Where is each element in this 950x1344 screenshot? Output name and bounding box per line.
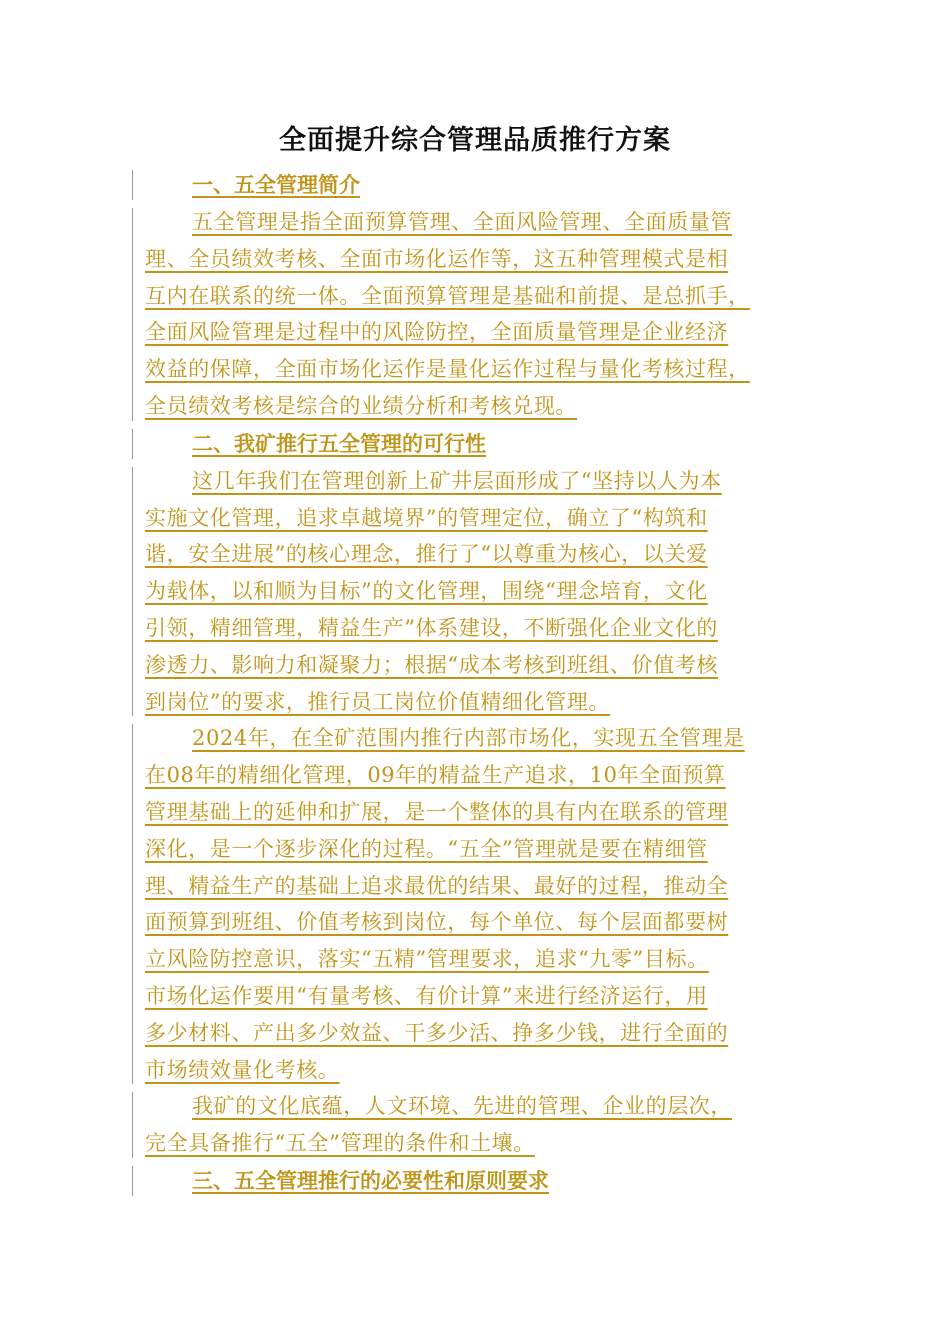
paragraph-line: 面预算到班组、价值考核到岗位，每个单位、每个层面都要树 — [145, 910, 729, 935]
change-bar — [132, 1092, 133, 1158]
section-heading-text: 二、我矿推行五全管理的可行性 — [192, 430, 486, 456]
document-body — [145, 166, 835, 1200]
paragraph-line: 为载体，以和顺为目标”的文化管理，围绕“理念培育，文化 — [145, 579, 708, 604]
section-heading-3 — [145, 1162, 835, 1200]
paragraph-line: 互内在联系的统一体。全面预算管理是基础和前提、是总抓手， — [145, 283, 750, 308]
change-bar — [132, 724, 133, 1084]
paragraph-line: 立风险防控意识，落实“五精”管理要求，追求“九零”目标。 — [145, 947, 709, 972]
paragraph-line: 我矿的文化底蕴，人文环境、先进的管理、企业的层次， — [192, 1094, 732, 1119]
paragraph-line: 五全管理是指全面预算管理、全面风险管理、全面质量管 — [192, 210, 732, 234]
change-bar — [132, 170, 133, 200]
paragraph-line: 谐，安全进展”的核心理念，推行了“以尊重为核心，以关爱 — [145, 542, 708, 567]
section-heading-text: 三、五全管理推行的必要性和原则要求 — [192, 1167, 549, 1193]
paragraph-line: 全员绩效考核是综合的业绩分析和考核兑现。 — [145, 393, 577, 418]
paragraph-line: 效益的保障，全面市场化运作是量化运作过程与量化考核过程， — [145, 357, 750, 382]
paragraph-line: 多少材料、产出多少效益、干多少活、挣多少钱，进行全面的 — [145, 1020, 729, 1045]
section-heading-text: 一、五全管理简介 — [192, 172, 360, 197]
change-bar — [132, 1166, 133, 1196]
change-bar — [132, 467, 133, 717]
paragraph-line: 全面风险管理是过程中的风险防控，全面质量管理是企业经济 — [145, 320, 729, 345]
paragraph-five-management-intro — [145, 204, 835, 425]
paragraph-line: 2024年，在全矿范围内推行内部市场化，实现五全管理是 — [192, 726, 745, 751]
section-heading-1 — [145, 166, 835, 204]
paragraph-feasibility — [145, 463, 835, 721]
paragraph-line: 这几年我们在管理创新上矿井层面形成了“坚持以人为本 — [192, 468, 722, 493]
paragraph-line: 到岗位”的要求，推行员工岗位价值精细化管理。 — [145, 689, 610, 714]
document-title: 全面提升综合管理品质推行方案 — [279, 125, 671, 156]
paragraph-line: 渗透力、影响力和凝聚力；根据“成本考核到班组、价值考核 — [145, 652, 718, 677]
paragraph-line: 实施文化管理，追求卓越境界”的管理定位，确立了“构筑和 — [145, 505, 708, 530]
section-heading-2 — [145, 425, 835, 463]
paragraph-line: 引领，精细管理，精益生产”体系建设，不断强化企业文化的 — [145, 615, 718, 640]
paragraph-line: 深化，是一个逐步深化的过程。“五全”管理就是要在精细管 — [145, 836, 708, 861]
paragraph-line: 管理基础上的延伸和扩展，是一个整体的具有内在联系的管理 — [145, 799, 729, 824]
paragraph-line: 理、全员绩效考核、全面市场化运作等，这五种管理模式是相 — [145, 246, 729, 271]
change-bar — [132, 208, 133, 421]
paragraph-line: 完全具备推行“五全”管理的条件和土壤。 — [145, 1131, 535, 1156]
paragraph-2024-plan — [145, 720, 835, 1088]
paragraph-line: 市场化运作要用“有量考核、有价计算”来进行经济运行，用 — [145, 983, 708, 1008]
paragraph-culture-conditions — [145, 1088, 835, 1162]
paragraph-line: 在08年的精细化管理，09年的精益生产追求，10年全面预算 — [145, 763, 726, 788]
change-bar — [132, 429, 133, 459]
paragraph-line: 市场绩效量化考核。 — [145, 1057, 340, 1082]
paragraph-line: 理、精益生产的基础上追求最优的结果、最好的过程，推动全 — [145, 873, 729, 898]
